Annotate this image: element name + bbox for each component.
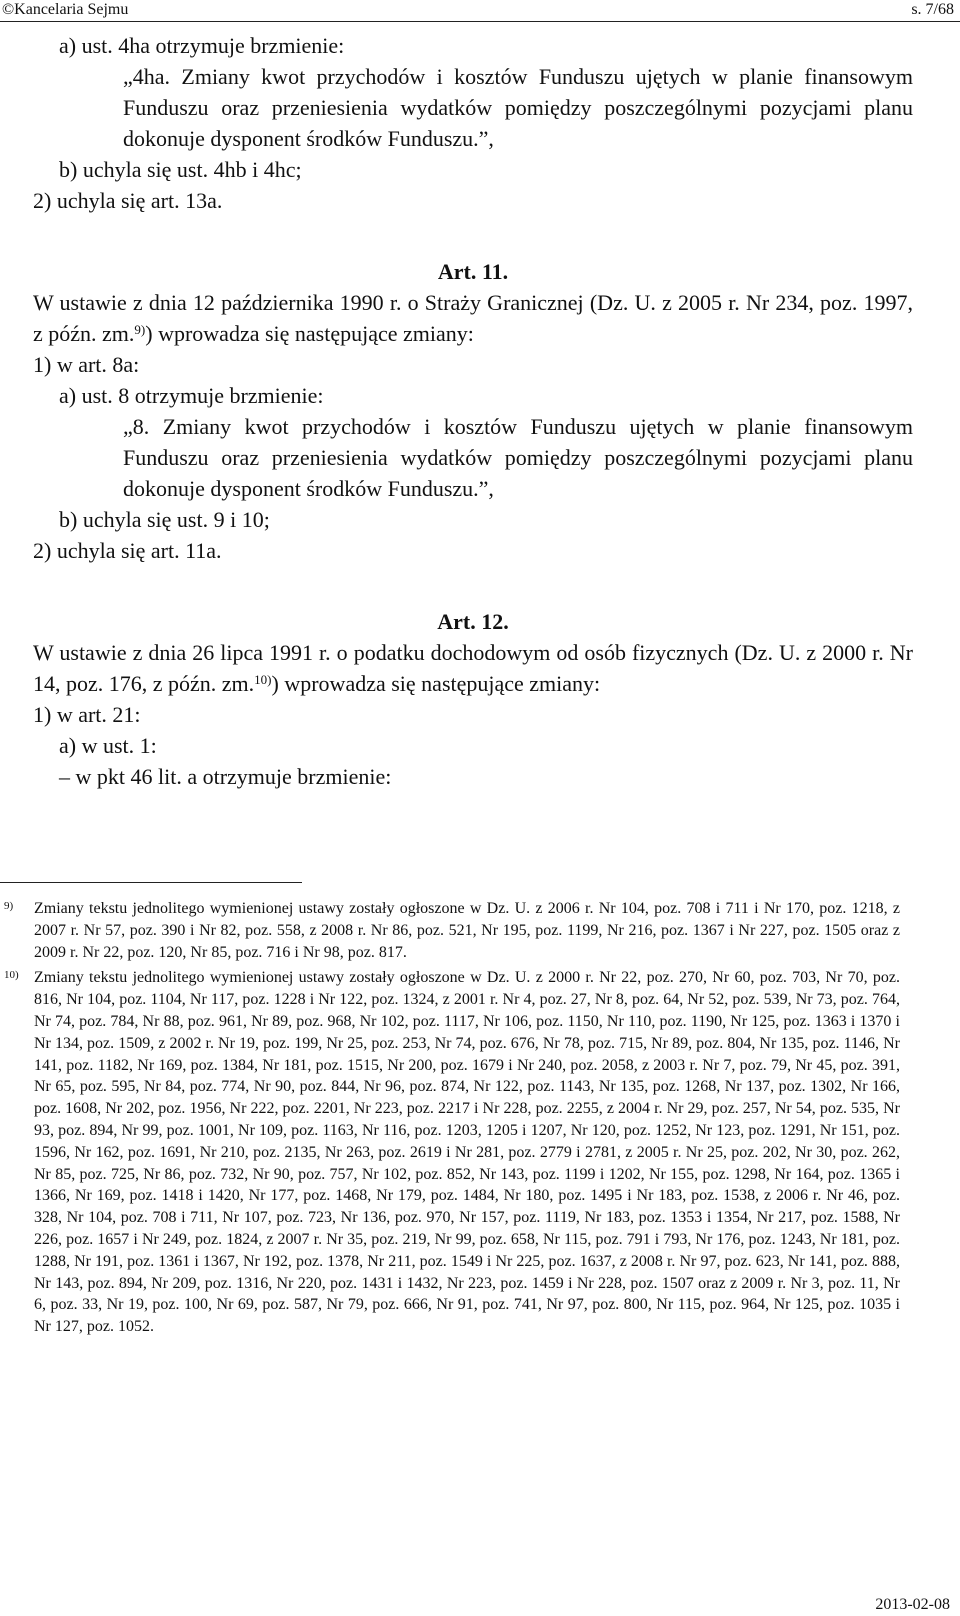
footnotes bbox=[0, 898, 900, 1338]
article-12-intro-text: W ustawie z dnia 26 lipca 1991 r. o podatku dochodowym od osób fizycznych (Dz. U. z 2000 r. Nr 14, poz. 176, z późn. zm. bbox=[33, 640, 913, 696]
document-body bbox=[33, 30, 913, 792]
article-11-intro bbox=[33, 287, 913, 349]
article-heading-12: Art. 12. bbox=[437, 609, 509, 634]
point-a-ust-4ha: a) ust. 4ha otrzymuje brzmienie: bbox=[59, 33, 345, 58]
article-12-intro bbox=[33, 637, 913, 699]
point-b-uchyla-9-10: b) uchyla się ust. 9 i 10; bbox=[59, 507, 270, 532]
footnote-number: 10) bbox=[4, 969, 19, 982]
article-heading-11: Art. 11. bbox=[437, 259, 509, 284]
footnote-ref-9[interactable]: 9) bbox=[134, 322, 146, 337]
footnote-text: Zmiany tekstu jednolitego wymienionej ustawy zostały ogłoszone w Dz. U. z 2006 r. Nr 104, poz. 708 i 711 i Nr 170, poz. 1218, z 2007 r. Nr 57, poz. 390 i Nr 82, poz. 558, z 2008 r. Nr 86, poz. 521, Nr 195, poz. 1199, Nr 216, poz. 1367 i Nr 227, poz. 1505 oraz z 2009 r. Nr 22, poz. 120, Nr 85, poz. 716 i Nr 98, poz. 817. bbox=[34, 900, 900, 961]
dash-pkt-46: – w pkt 46 lit. a otrzymuje brzmienie: bbox=[59, 764, 392, 789]
header-rule bbox=[0, 21, 960, 22]
document-date: 2013-02-08 bbox=[875, 1596, 950, 1613]
point-a-ust-1: a) w ust. 1: bbox=[59, 733, 157, 758]
article-11-intro-tail: ) wprowadza się następujące zmiany: bbox=[145, 321, 474, 346]
footnote-10 bbox=[0, 967, 900, 1338]
quote-4ha: „4ha. Zmiany kwot przychodów i kosztów Funduszu ujętych w planie finansowym Funduszu oraz przeniesienia wydatków pomiędzy poszczególnymi pozycjami planu dokonuje dysponent środków Funduszu.”, bbox=[123, 64, 913, 151]
quote-8: „8. Zmiany kwot przychodów i kosztów Funduszu ujętych w planie finansowym Funduszu oraz przeniesienia wydatków pomiędzy poszczególnymi pozycjami planu dokonuje dysponent środków Funduszu.”, bbox=[123, 414, 913, 501]
footnote-9 bbox=[0, 898, 900, 963]
point-b-uchyla-4hb: b) uchyla się ust. 4hb i 4hc; bbox=[59, 157, 302, 182]
point-1-art-8a: 1) w art. 8a: bbox=[33, 352, 140, 377]
page-header bbox=[0, 0, 960, 22]
point-1-art-21: 1) w art. 21: bbox=[33, 702, 141, 727]
header-page-number: s. 7/68 bbox=[911, 1, 954, 18]
point-2-uchyla-13a: 2) uchyla się art. 13a. bbox=[33, 188, 223, 213]
footnote-separator bbox=[0, 882, 302, 883]
article-12-intro-tail: ) wprowadza się następujące zmiany: bbox=[271, 671, 601, 696]
article-11-intro-text: W ustawie z dnia 12 października 1990 r. o Straży Granicznej (Dz. U. z 2005 r. Nr 234, poz. 1997, z późn. zm. bbox=[33, 290, 913, 346]
point-a-ust-8: a) ust. 8 otrzymuje brzmienie: bbox=[59, 383, 324, 408]
header-publisher: ©Kancelaria Sejmu bbox=[2, 1, 129, 18]
point-2-uchyla-11a: 2) uchyla się art. 11a. bbox=[33, 538, 222, 563]
footnote-ref-10[interactable]: 10) bbox=[254, 672, 272, 687]
footnote-number: 9) bbox=[4, 900, 14, 912]
footnote-text: Zmiany tekstu jednolitego wymienionej ustawy zostały ogłoszone w Dz. U. z 2000 r. Nr 22, poz. 270, Nr 60, poz. 703, Nr 70, poz. 816, Nr 104, poz. 1104, Nr 117, poz. 1228 i Nr 122, poz. 1324, z 2001 r. Nr 4, poz. 27, Nr 8, poz. 64, Nr 52, poz. 539, Nr 73, poz. 764, Nr 74, poz. 784, Nr 88, poz. 961, Nr 89, poz. 968, Nr 102, poz. 1117, Nr 106, poz. 1150, Nr 110, poz. 1190, Nr 125, poz. 1363 i 1370 i Nr 134, poz. 1509, z 2002 r. Nr 19, poz. 199, Nr 25, poz. 253, Nr 74, poz. 676, Nr 78, poz. 715, Nr 89, poz. 804, Nr 135, poz. 1146, Nr 141, poz. 1182, Nr 169, poz. 1384, Nr 181, poz. 1515, Nr 200, poz. 1679 i Nr 240, poz. 2058, z 2003 r. Nr 7, poz. 79, Nr 45, poz. 391, Nr 65, poz. 595, Nr 84, poz. 774, Nr 90, poz. 844, Nr 96, poz. 874, Nr 122, poz. 1143, Nr 135, poz. 1268, Nr 137, poz. 1302, Nr 166, poz. 1608, Nr 202, poz. 1956, Nr 222, poz. 2201, Nr 223, poz. 2217 i Nr 228, poz. 2255, z 2004 r. Nr 29, poz. 257, Nr 54, poz. 535, Nr 93, poz. 894, Nr 99, poz. 1001, Nr 109, poz. 1163, Nr 116, poz. 1203, 1205 i 1207, Nr 120, poz. 1252, Nr 123, poz. 1291, Nr 151, poz. 1596, Nr 162, poz. 1691, Nr 210, poz. 2135, Nr 263, poz. 2619 i Nr 281, poz. 2779 i 2781, z 2005 r. Nr 25, poz. 202, Nr 30, poz. 262, Nr 85, poz. 725, Nr 86, poz. 732, Nr 90, poz. 757, Nr 102, poz. 852, Nr 143, poz. 1199 i 1202, Nr 155, poz. 1298, Nr 164, poz. 1365 i 1366, Nr 169, poz. 1418 i 1420, Nr 177, poz. 1468, Nr 179, poz. 1484, Nr 180, poz. 1495 i Nr 183, poz. 1538, z 2006 r. Nr 46, poz. 328, Nr 104, poz. 708 i 711, Nr 107, poz. 723, Nr 136, poz. 970, Nr 157, poz. 1119, Nr 183, poz. 1353 i 1354, Nr 217, poz. 1588, Nr 226, poz. 1657 i Nr 249, poz. 1824, z 2007 r. Nr 35, poz. 219, Nr 99, poz. 658, Nr 115, poz. 791 i 793, Nr 176, poz. 1243, Nr 181, poz. 1288, Nr 191, poz. 1361 i 1367, Nr 192, poz. 1378, Nr 211, poz. 1549 i Nr 225, poz. 1637, z 2008 r. Nr 97, poz. 623, Nr 141, poz. 888, Nr 143, poz. 894, Nr 209, poz. 1316, Nr 220, poz. 1431 i 1432, Nr 223, poz. 1459 i Nr 228, poz. 1507 oraz z 2009 r. Nr 3, poz. 11, Nr 6, poz. 33, Nr 19, poz. 100, Nr 69, poz. 587, Nr 79, poz. 666, Nr 91, poz. 741, Nr 97, poz. 800, Nr 115, poz. 964, Nr 125, poz. 1035 i Nr 127, poz. 1052. bbox=[34, 969, 900, 1336]
